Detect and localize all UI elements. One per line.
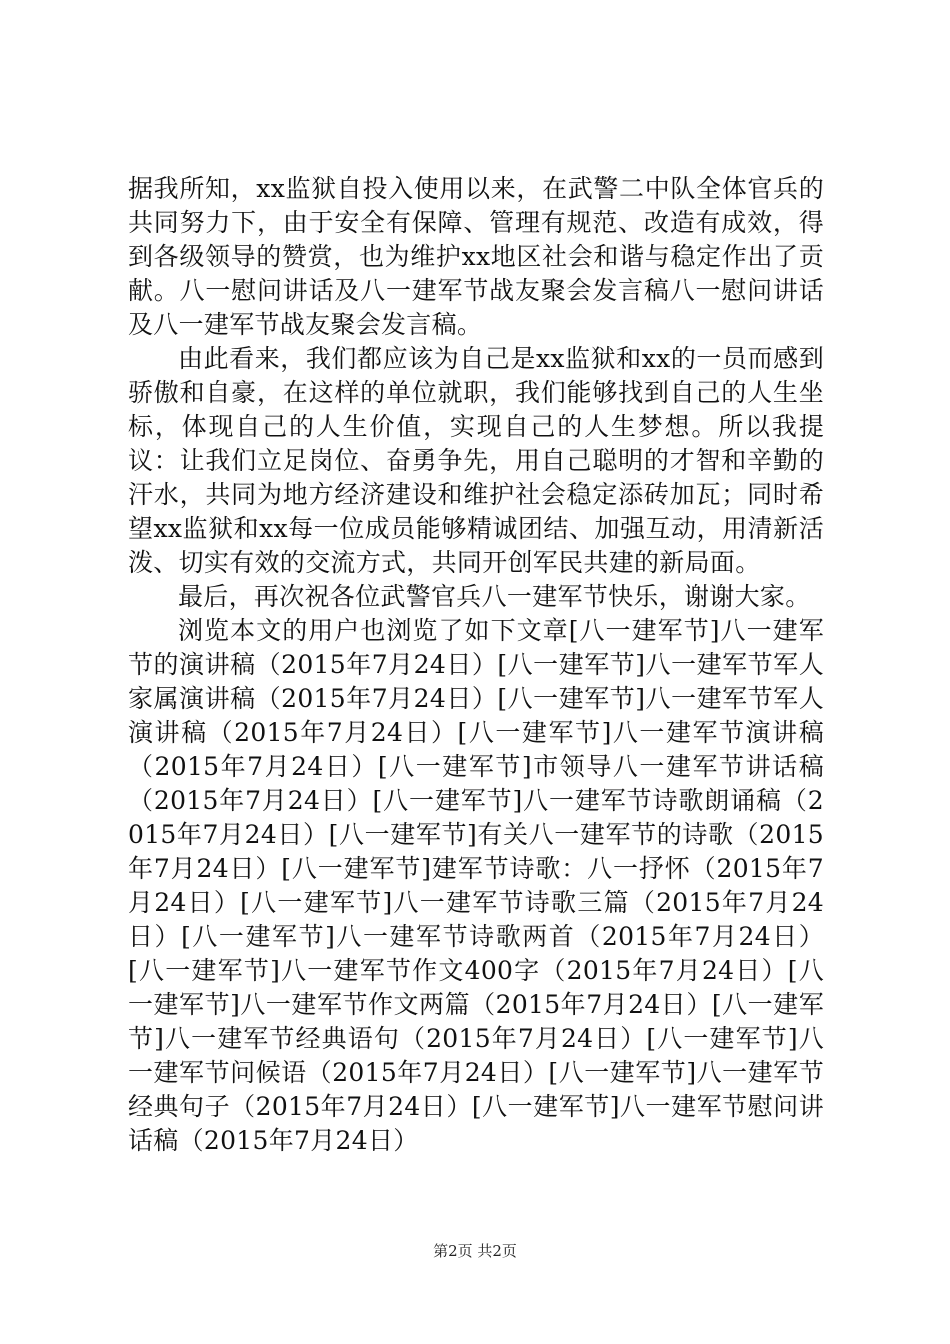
paragraph-1: 据我所知，xx监狱自投入使用以来，在武警二中队全体官兵的共同努力下，由于安全有保障、管理有规范、改造有成效，得到各级领导的赞赏，也为维护xx地区社会和谐与稳定作出了贡献。八一慰问讲话及八一建军节战友聚会发言稿八一慰问讲话及八一建军节战友聚会发言稿。 (128, 174, 824, 339)
paragraph-related-articles: 浏览本文的用户也浏览了如下文章[八一建军节]八一建军节的演讲稿（2015年7月24日）[八一建军节]八一建军节军人家属演讲稿（2015年7月24日）[八一建军节]八一建军节军人演讲稿（2015年7月24日）[八一建军节]八一建军节演讲稿（2015年7月24日）[八一建军节]市领导八一建军节讲话稿（2015年7月24日）[八一建军节]八一建军节诗歌朗诵稿（2015年7月24日）[八一建军节]有关八一建军节的诗歌（2015年7月24日）[八一建军节]建军节诗歌：八一抒怀（2015年7月24日）[八一建军节]八一建军节诗歌三篇（2015年7月24日）[八一建军节]八一建军节诗歌两首（2015年7月24日）[八一建军节]八一建军节作文400字（2015年7月24日）[八一建军节]八一建军节作文两篇（2015年7月24日）[八一建军节]八一建军节经典语句（2015年7月24日）[八一建军节]八一建军节问候语（2015年7月24日）[八一建军节]八一建军节经典句子（2015年7月24日）[八一建军节]八一建军节慰问讲话稿（2015年7月24日） (128, 616, 824, 1155)
document-body (128, 172, 824, 1158)
paragraph-3: 最后，再次祝各位武警官兵八一建军节快乐，谢谢大家。 (178, 582, 811, 611)
paragraph-2: 由此看来，我们都应该为自己是xx监狱和xx的一员而感到骄傲和自豪，在这样的单位就职，我们能够找到自己的人生坐标，体现自己的人生价值，实现自己的人生梦想。所以我提议：让我们立足岗位、奋勇争先，用自己聪明的才智和辛勤的汗水，共同为地方经济建设和维护社会稳定添砖加瓦；同时希望xx监狱和xx每一位成员能够精诚团结、加强互动，用清新活泼、切实有效的交流方式，共同开创军民共建的新局面。 (128, 344, 824, 577)
page-footer: 第2页 共2页 (433, 1242, 517, 1260)
